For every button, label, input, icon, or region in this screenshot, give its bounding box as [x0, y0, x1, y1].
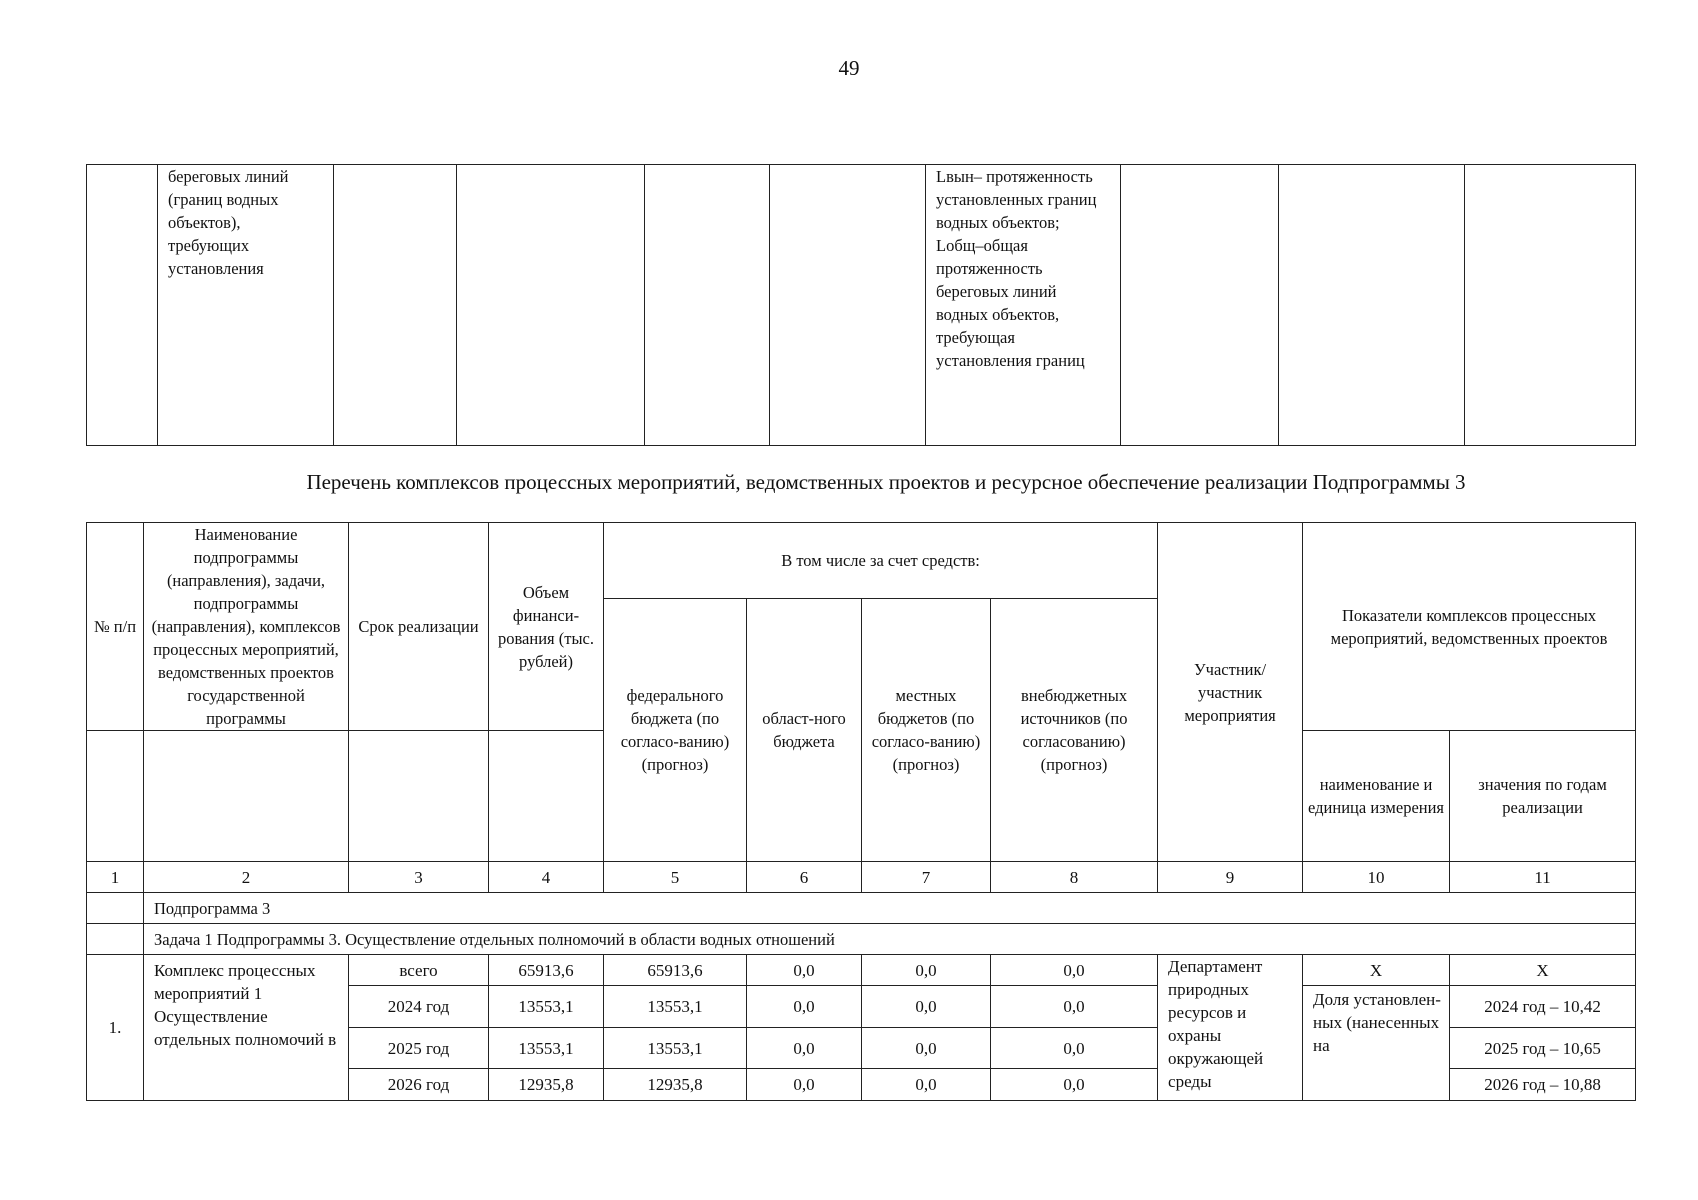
value-cell: 2026 год – 10,88	[1450, 1069, 1636, 1101]
header-local: местных бюджетов (по согласо-ванию) (прогноз)	[862, 599, 991, 862]
term-cell: 2024 год	[349, 986, 489, 1028]
col-number: 3	[349, 862, 489, 893]
federal-cell: 12935,8	[604, 1069, 747, 1101]
task-title: Задача 1 Подпрограммы 3. Осуществление отдельных полномочий в области водных отношений	[144, 924, 1636, 955]
volume-cell: 12935,8	[489, 1069, 604, 1101]
local-cell: 0,0	[862, 986, 991, 1028]
value-cell: 2024 год – 10,42	[1450, 986, 1636, 1028]
section-heading: Перечень комплексов процессных мероприятий, ведомственных проектов и ресурсное обеспечение реализации Подпрограммы 3	[306, 470, 1466, 494]
cell	[1121, 165, 1279, 446]
cell	[334, 165, 457, 446]
header-term-cont	[349, 731, 489, 862]
term-cell: 2025 год	[349, 1028, 489, 1069]
volume-cell: 13553,1	[489, 986, 604, 1028]
header-term: Срок реализации	[349, 523, 489, 731]
offbudget-cell: 0,0	[991, 1028, 1158, 1069]
task-row	[87, 924, 1636, 955]
header-name: Наименование подпрограммы (направления), задачи, подпрограммы (направления), комплексов процессных мероприятий, ведомственных проектов государственной программы	[144, 523, 349, 731]
cell	[87, 893, 144, 924]
col-number: 11	[1450, 862, 1636, 893]
value-cell: 2025 год – 10,65	[1450, 1028, 1636, 1069]
header-indicator-name: наименование и единица измерения	[1303, 731, 1450, 862]
cell	[457, 165, 645, 446]
program-table	[86, 522, 1636, 1101]
col-number: 5	[604, 862, 747, 893]
col-number: 6	[747, 862, 862, 893]
indicator-head-cell: Х	[1303, 955, 1450, 986]
goal-text-cell: береговых линий (границ водных объектов), требующих установления	[158, 165, 334, 446]
col-number: 10	[1303, 862, 1450, 893]
local-cell: 0,0	[862, 955, 991, 986]
header-num-cont	[87, 731, 144, 862]
federal-cell: 13553,1	[604, 1028, 747, 1069]
value-cell: Х	[1450, 955, 1636, 986]
volume-cell: 13553,1	[489, 1028, 604, 1069]
local-cell: 0,0	[862, 1069, 991, 1101]
regional-cell: 0,0	[747, 1069, 862, 1101]
subprogram-row	[87, 893, 1636, 924]
formula-text-cell: Lвын– протяженность установленных границ водных объектов; Lобщ–общая протяженность береговых линий водных объектов, требующая установления границ	[926, 165, 1121, 446]
page-number: 49	[838, 56, 860, 80]
header-volume: Объем финанси-рования (тыс. рублей)	[489, 523, 604, 731]
term-cell: всего	[349, 955, 489, 986]
federal-cell: 65913,6	[604, 955, 747, 986]
offbudget-cell: 0,0	[991, 986, 1158, 1028]
offbudget-cell: 0,0	[991, 955, 1158, 986]
col-number: 4	[489, 862, 604, 893]
table-row	[87, 955, 1636, 986]
col-number: 1	[87, 862, 144, 893]
header-participant: Участник/ участник мероприятия	[1158, 523, 1303, 862]
header-volume-cont	[489, 731, 604, 862]
participant-cell: Департамент природных ресурсов и охраны окружающей среды	[1158, 955, 1303, 1101]
header-name-cont	[144, 731, 349, 862]
cell	[87, 924, 144, 955]
cell	[1465, 165, 1636, 446]
header-indicator-values: значения по годам реализации	[1450, 731, 1636, 862]
column-numbers-row	[87, 862, 1636, 893]
federal-cell: 13553,1	[604, 986, 747, 1028]
local-cell: 0,0	[862, 1028, 991, 1069]
regional-cell: 0,0	[747, 955, 862, 986]
subprogram-title: Подпрограмма 3	[144, 893, 1636, 924]
term-cell: 2026 год	[349, 1069, 489, 1101]
item-name: Комплекс процессных мероприятий 1 Осуществление отдельных полномочий в	[144, 955, 349, 1101]
continued-table	[86, 164, 1636, 446]
cell	[645, 165, 770, 446]
cell	[1279, 165, 1465, 446]
regional-cell: 0,0	[747, 986, 862, 1028]
col-number: 2	[144, 862, 349, 893]
header-offbudget: внебюджетных источников (по согласованию) (прогноз)	[991, 599, 1158, 862]
col-number: 9	[1158, 862, 1303, 893]
offbudget-cell: 0,0	[991, 1069, 1158, 1101]
indicator-name-cell: Доля установлен-ных (нанесенных на	[1303, 986, 1450, 1101]
item-number: 1.	[87, 955, 144, 1101]
cell	[87, 165, 158, 446]
cell	[770, 165, 926, 446]
header-including: В том числе за счет средств:	[604, 523, 1158, 599]
header-regional: област-ного бюджета	[747, 599, 862, 862]
regional-cell: 0,0	[747, 1028, 862, 1069]
volume-cell: 65913,6	[489, 955, 604, 986]
col-number: 8	[991, 862, 1158, 893]
col-number: 7	[862, 862, 991, 893]
header-num: № п/п	[87, 523, 144, 731]
header-indicators: Показатели комплексов процессных мероприятий, ведомственных проектов	[1303, 523, 1636, 731]
header-federal: федерального бюджета (по согласо-ванию) (прогноз)	[604, 599, 747, 862]
